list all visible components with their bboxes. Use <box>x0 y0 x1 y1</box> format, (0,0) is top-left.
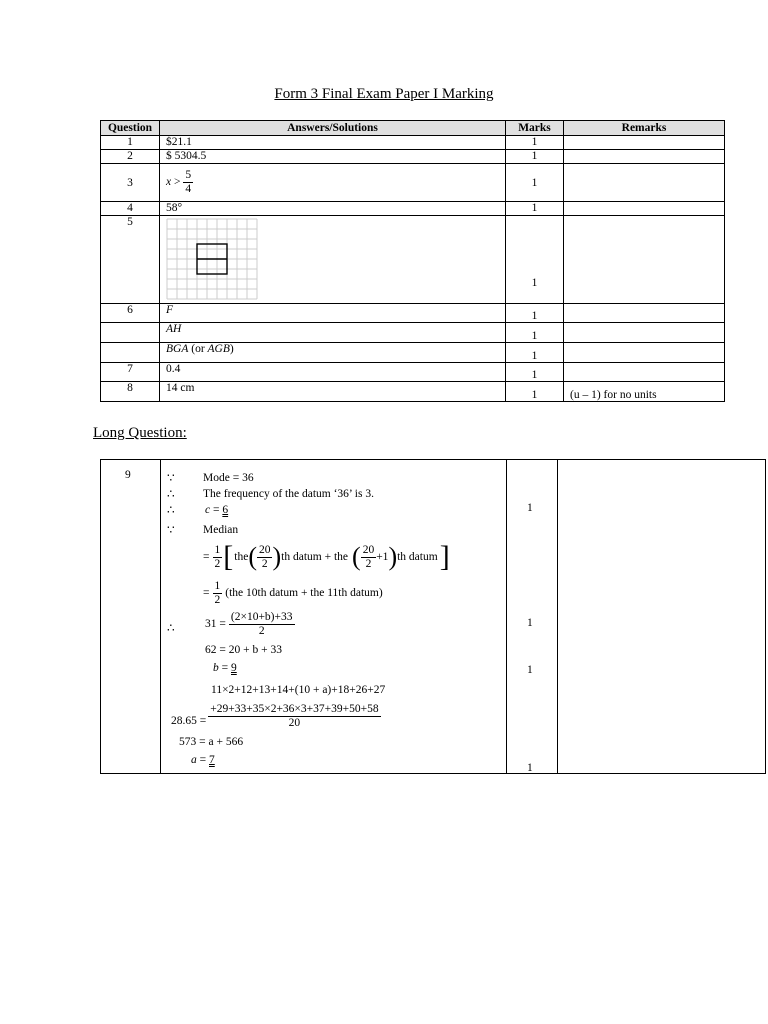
half-fraction <box>213 580 223 606</box>
fraction-denominator: 20 <box>288 716 301 729</box>
answer-cell <box>160 164 506 202</box>
text-th-datum: th datum <box>397 551 438 563</box>
equals-sign: = <box>203 551 210 563</box>
answer-cell: $ 5304.5 <box>160 150 506 164</box>
grid-diagram-svg <box>166 218 258 304</box>
remarks-cell <box>564 202 725 216</box>
marks-cell: 1 <box>506 216 564 304</box>
fraction-numerator: 20 <box>258 543 271 556</box>
answer-fraction <box>183 169 193 195</box>
table-row <box>101 382 725 402</box>
mark: 1 <box>527 762 533 774</box>
step-mode: Mode = 36 <box>203 472 254 484</box>
answer-operator: > <box>173 176 181 189</box>
mark: 1 <box>527 502 533 514</box>
remarks-cell <box>564 363 725 382</box>
mark: 1 <box>527 617 533 629</box>
remarks-cell <box>564 216 725 304</box>
header-answers: Answers/Solutions <box>160 121 506 136</box>
step-573: 573 = a + 566 <box>179 736 244 748</box>
fraction-denominator: 2 <box>214 557 221 570</box>
mean-fraction <box>208 703 380 729</box>
table-row <box>101 136 725 150</box>
step-median: Median <box>203 524 239 536</box>
answer-a: 7 <box>209 754 215 766</box>
therefore-symbol: ∴ <box>167 621 175 635</box>
fraction-numerator: (2×10+b)+33 <box>230 611 293 623</box>
sum-line-1: 11×2+12+13+14+(10 + a)+18+26+27 <box>211 684 386 696</box>
right-paren-icon: ) <box>388 542 398 571</box>
marking-table <box>100 120 725 402</box>
equals-sign: = <box>199 754 209 766</box>
question-number: 1 <box>101 136 160 150</box>
right-bracket-icon: ] <box>439 540 450 573</box>
remarks-cell <box>564 343 725 363</box>
left-paren-icon: ( <box>352 542 361 571</box>
remarks-cell <box>564 323 725 343</box>
answer-cell: F <box>160 304 506 323</box>
table-row <box>101 363 725 382</box>
therefore-symbol: ∴ <box>167 503 175 517</box>
variable-a: a <box>191 754 197 766</box>
fraction-denominator: 4 <box>185 183 192 195</box>
because-symbol: ∵ <box>167 471 175 485</box>
grid-diagram <box>166 218 254 302</box>
question-number: 4 <box>101 202 160 216</box>
question-number: 9 <box>125 469 131 481</box>
answer-part: BGA <box>166 343 189 355</box>
half-fraction <box>213 544 223 570</box>
table-row <box>101 323 725 343</box>
text-the: the <box>234 551 249 563</box>
answer-c: 6 <box>222 504 229 516</box>
remarks-cell <box>564 164 725 202</box>
step-62: 62 = 20 + b + 33 <box>205 644 282 656</box>
table-row <box>101 164 725 202</box>
median-datum-step <box>203 580 383 606</box>
answer-part: ) <box>229 343 234 355</box>
because-symbol: ∵ <box>167 523 175 537</box>
remarks-cell <box>564 136 725 150</box>
marks-cell: 1 <box>506 304 564 323</box>
answer-cell: 14 cm <box>160 382 506 402</box>
step-frequency: The frequency of the datum ‘36’ is 3. <box>203 488 374 500</box>
rhs-fraction <box>229 611 295 637</box>
remarks-cell: (u – 1) for no units <box>564 382 725 402</box>
header-question: Question <box>101 121 160 136</box>
equals-sign: = <box>221 662 231 674</box>
header-marks: Marks <box>506 121 564 136</box>
step-b-value <box>213 662 237 674</box>
page-title: Form 3 Final Exam Paper I Marking <box>274 86 494 102</box>
lhs-31: 31 = <box>205 618 226 631</box>
marks-cell: 1 <box>506 164 564 202</box>
text-datum-average: (the 10th datum + the 11th datum) <box>225 587 383 600</box>
answer-b: 9 <box>231 662 237 674</box>
column-divider <box>160 460 161 773</box>
question-number: 5 <box>101 216 160 304</box>
marks-cell: 1 <box>506 323 564 343</box>
step-28-65 <box>171 703 381 729</box>
question-number: 7 <box>101 363 160 382</box>
right-paren-icon: ) <box>272 542 282 571</box>
marks-cell: 1 <box>506 343 564 363</box>
answer-part: (or <box>188 343 208 355</box>
column-divider <box>557 460 558 773</box>
equals-sign: = <box>203 587 210 600</box>
left-bracket-icon: [ <box>223 540 234 573</box>
table-row <box>101 202 725 216</box>
marks-cell: 1 <box>506 382 564 402</box>
long-question-box <box>100 459 766 774</box>
header-remarks: Remarks <box>564 121 725 136</box>
marks-cell: 1 <box>506 150 564 164</box>
fraction-numerator: 1 <box>214 543 221 556</box>
marks-cell: 1 <box>506 363 564 382</box>
question-number: 6 <box>101 304 160 323</box>
remarks-cell <box>564 304 725 323</box>
table-row <box>101 304 725 323</box>
fraction-numerator: 1 <box>214 580 221 592</box>
variable-c: c <box>205 504 211 516</box>
step-31 <box>205 611 295 637</box>
remarks-cell <box>564 150 725 164</box>
question-number: 2 <box>101 150 160 164</box>
therefore-symbol: ∴ <box>167 487 175 501</box>
question-number: 3 <box>101 164 160 202</box>
answer-part: AGB <box>207 343 230 355</box>
answer-cell <box>160 343 506 363</box>
median-formula <box>203 540 450 574</box>
left-paren-icon: ( <box>248 542 257 571</box>
table-row <box>101 150 725 164</box>
table-row <box>101 216 725 304</box>
fraction-denominator: 2 <box>365 557 372 570</box>
marks-cell: 1 <box>506 202 564 216</box>
question-number: 8 <box>101 382 160 402</box>
fraction-numerator: 5 <box>185 169 192 182</box>
answer-cell: 58° <box>160 202 506 216</box>
question-number <box>101 323 160 343</box>
twenty-half-fraction <box>257 544 273 570</box>
step-c-value <box>205 504 228 516</box>
fraction-numerator: +29+33+35×2+36×3+37+39+50+58 <box>210 703 379 715</box>
text-th-datum-the: th datum + the <box>281 551 349 563</box>
lhs-28-65: 28.65 = <box>171 715 207 728</box>
mark: 1 <box>527 664 533 676</box>
column-divider <box>506 460 507 773</box>
question-number <box>101 343 160 363</box>
answer-cell <box>160 216 506 304</box>
text-plus-one: +1 <box>376 551 389 563</box>
fraction-denominator: 2 <box>261 557 268 570</box>
fraction-numerator: 20 <box>362 543 375 556</box>
variable-b: b <box>213 662 219 674</box>
equals-sign: = <box>212 504 223 516</box>
fraction-denominator: 2 <box>214 593 221 606</box>
long-question-heading: Long Question: <box>93 425 187 441</box>
answer-variable: x <box>166 176 172 189</box>
twenty-half-fraction <box>361 544 377 570</box>
answer-cell: $21.1 <box>160 136 506 150</box>
marks-cell: 1 <box>506 136 564 150</box>
table-header-row <box>101 121 725 136</box>
fraction-denominator: 2 <box>258 624 265 637</box>
table-row <box>101 343 725 363</box>
answer-cell: 0.4 <box>160 363 506 382</box>
step-a-value <box>191 754 215 766</box>
answer-cell: AH <box>160 323 506 343</box>
